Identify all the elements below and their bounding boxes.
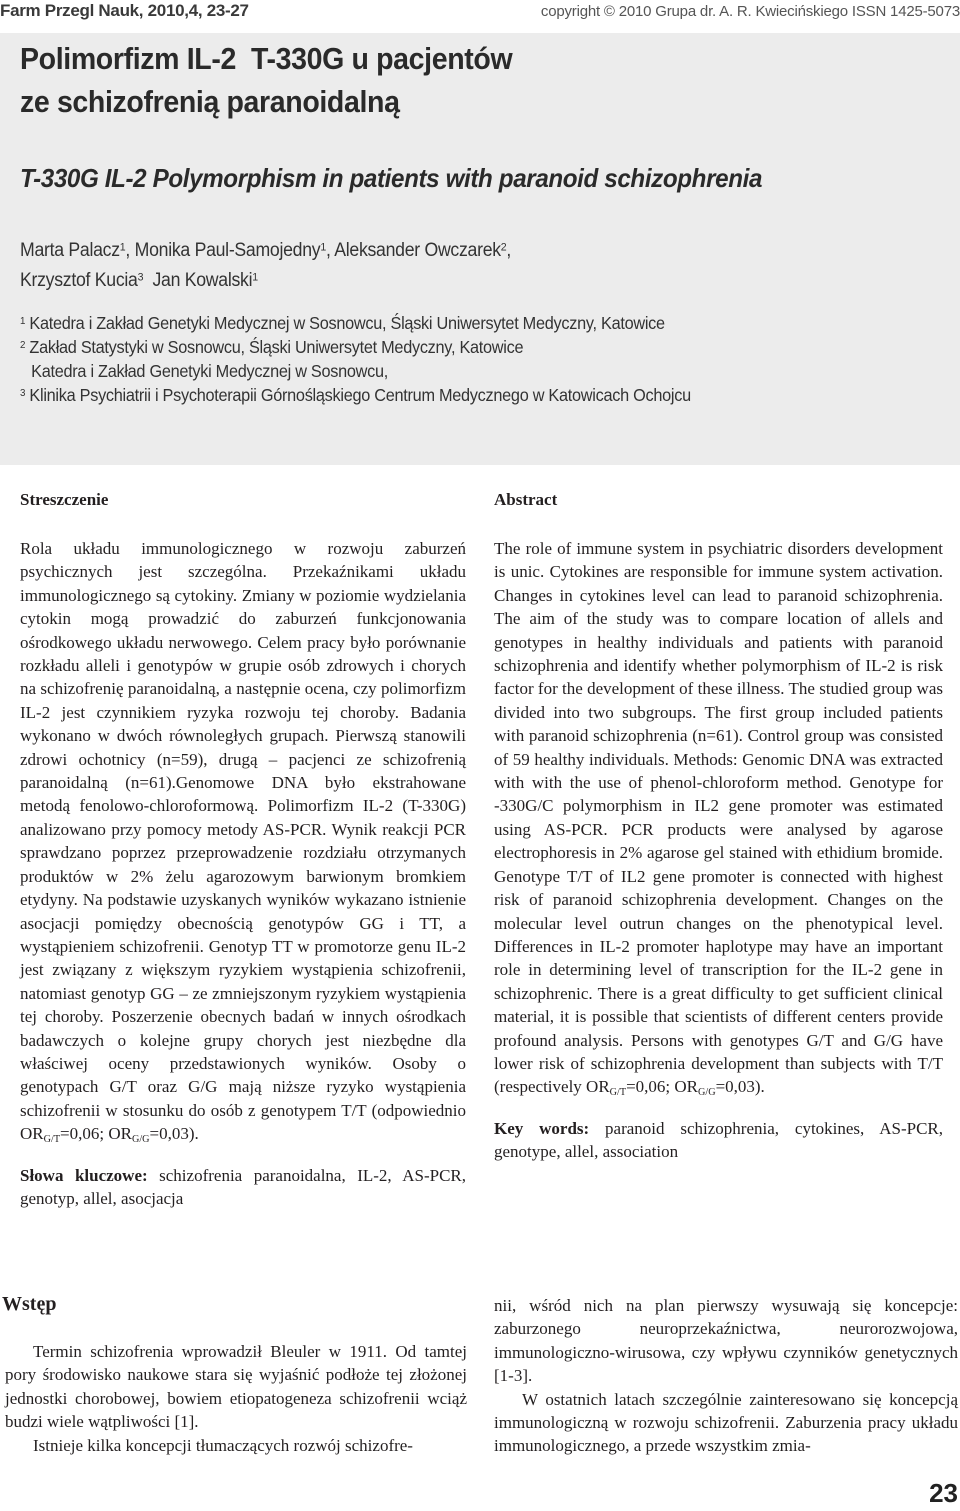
affiliation-number: 3 [20,386,26,399]
keywords-text: schizofrenia paranoidalna, IL-2, AS-PCR, genotyp, allel, asocjacja [20,1165,466,1208]
affiliation-3 [20,383,691,407]
streszczenie-body [20,537,466,1210]
affiliation-1 [20,311,691,335]
streszczenie-text: Rola układu immunologicznego w rozwoju zaburzeń psychicznych jest szczególna. Przekaźnikami układu immunologicznego są cytokiny. Zmiany w poziomie wydzielania cytokin mogą prowadzić do zaburzeń funkcjonowania ośrodkowego układu nerwowego. Celem pracy było porównanie rozkładu alleli i genotypów w grupie osób zdrowych i chorych na schizofrenię paranoidalną, a następnie ocena, czy polimorfizm IL-2 jest czynnikiem ryzyka rozwoju tej choroby. Badania wykonano w dwóch równoległych grupach. Pierwszą stanowili zdrowi ochotnicy (n=59), drugą – pacjenci ze schizofrenią paranoidalną (n=61).Genomowe DNA było ekstrahowane metodą fenolowo-chloroformową. Polimorfizm IL-2 (T-330G) analizowano przy pomocy metody AS-PCR. Wynik reakcji PCR sprawdzano poprzez przeprowadzenie rozdziału otrzymanych produktów w 2% żelu agarozowym barwionym bromkiem etydyny. Na podstawie uzyskanych wyników wykazano istnienie asocjacji pomiędzy obecnością genotypów GG i TT, a wystąpieniem schizofrenii. Genotyp TT w promotorze genu IL-2 jest związany z większym ryzykiem wystąpienia schizofrenii, natomiast genotyp GG – ze zmniejszonym ryzykiem wystąpienia tej choroby. Poszerzenie obecnych badań w innych ośrodkach badawczych o kolejne grupy chorych jest niezbędne dla właściwej oceny przedstawionych wyników. Osoby o genotypach G/T oraz G/G mają niższe ryzyko wystąpienia schizofrenii w stosunku do osób z genotypem T/T (odpowiednio $OR_{G/T}=0,06$; $OR_{G/G}=0,03$). [20,539,466,1146]
copyright-notice: copyright © 2010 Grupa dr. A. R. Kwiecińskiego ISSN 1425-5073 [540,3,960,20]
title-polish [20,37,512,123]
journal-citation: Farm Przegl Nauk, 2010,4, 23-27 [0,1,249,20]
running-header [0,0,960,26]
wstep-left-column [5,1340,467,1457]
affiliation-text: Klinika Psychiatrii i Psychoterapii Górnośląskiego Centrum Medycznego w Katowicach Ochojcu [29,385,691,405]
wstep-heading: Wstęp [2,1293,57,1315]
author-name: Jan Kowalski [143,270,253,291]
author-name: , Monika Paul-Samojedny [125,240,321,261]
author-name: , Aleksander Owczarek [325,240,501,261]
affiliation-2b: Katedra i Zakład Genetyki Medycznej w Sosnowcu, [31,361,389,381]
abstract-text: The role of immune system in psychiatric disorders development is unic. Cytokines are responsible for immune system activation. Changes in cytokines level can lead to paranoid schizophrenia. The aim of the study was to compare location of allels and genotypes in healthy individuals and patients with paranoid schizophrenia and identify whether polymorphism of IL-2 is risk factor for the development of these illness. The studied group was divided into two subgroups. The first group included patients with paranoid schizophrenia (n=61). Control group was consisted of 59 healthy individuals. Methods: Genomic DNA was extracted with with the use of phenol-chloroform method. Genotype for -330G/C polymorphism in IL2 gene promoter was estimated using AS-PCR. PCR products were analysed by agarose electrophoresis in 2% agarose gel stained with ethidium bromide. Genotype T/T of IL2 gene promoter is connected with highest risk of paranoid schizophrenia development. Changes on the molecular level outrun changes on the phenotypical level. Differences in IL-2 promoter haplotype may have an important role in determining level of transcription for the IL-2 gene in schizophrenic. There is a great difficulty to get sufficient clinical material, it is possible that scientists of different centers provide profound analysis. Persons with genotypes G/T and G/G have lower risk of schizophrenia development than subjects with T/T (respectively $OR_{G/T}=0,06$; $OR_{G/G}=0,03$). [494,539,943,1099]
abstract-body [494,537,943,1164]
abstract-heading: Abstract [494,490,558,509]
keywords-label: Key words: [494,1118,590,1138]
wstep-paragraph-2: Istnieje kilka koncepcji tłumaczących rozwój schizofre- [33,1435,413,1455]
author-name: Marta Palacz [20,240,120,261]
affiliation-number: 1 [20,314,26,327]
wstep-right-column [494,1294,958,1458]
page-number: 23 [929,1478,958,1508]
author-affiliation-mark: 1 [320,241,326,254]
title-english: T-330G IL-2 Polymorphism in patients with paranoid schizophrenia [20,163,763,193]
streszczenie-heading: Streszczenie [20,490,109,509]
wstep-paragraph-3: nii, wśród nich na plan pierwszy wysuwają się koncepcje: zaburzonego neuroprzekaźnictwa, neurorozwojowa, immunologiczno-wirusowa, czy wpływu czynników genetycznych [1-3]. [494,1296,958,1386]
affiliation-2 [20,335,691,359]
author-affiliation-mark: 1 [252,271,258,284]
author-affiliation-mark: 3 [137,271,144,284]
author-affiliation-mark: 2 [500,241,507,254]
keywords-text: paranoid schizophrenia, cytokines, AS-PCR, genotype, allel, association [494,1118,943,1162]
affiliation-number: 2 [20,338,26,351]
affiliation-list [20,311,691,407]
wstep-paragraph-1: Termin schizofrenia wprowadził Bleuler w 1911. Od tamtej pory środowisko naukowe stara się wyjaśnić podłoże tej złożonej jednostki chorobowej, bowiem etiopatogeneza schizofrenii wciąż budzi wiele wątpliwości [1]. [5,1342,467,1432]
title-polish-line2: ze schizofrenią paranoidalną [20,84,400,119]
title-polish-line1: Polimorfizm IL-2 T-330G u pacjentów [20,41,513,76]
wstep-paragraph-4: W ostatnich latach szczególnie zainteresowano się koncepcją immunologiczną w rozwoju schizofrenii. Zaburzenia pracy układu immunologicznego, a przede wszystkim zmia- [494,1389,958,1456]
keywords-label: Słowa kluczowe: [20,1165,148,1185]
author-name: Krzysztof Kucia [20,270,138,291]
key-words [494,1117,943,1164]
author-list: Marta Palacz$^1$, Monika Paul-Samojedny$^1$, Aleksander Owczarek$^2$, Krzysztof Kucia$^3$ Jan Kowalski$^1$ [20,240,512,291]
affiliation-text: Katedra i Zakład Genetyki Medycznej w Sosnowcu, Śląski Uniwersytet Medyczny, Katowice [29,313,665,333]
affiliation-text: Zakład Statystyki w Sosnowcu, Śląski Uniwersytet Medyczny, Katowice [29,337,524,357]
author-affiliation-mark: 1 [119,241,126,254]
slowa-kluczowe [20,1164,466,1211]
